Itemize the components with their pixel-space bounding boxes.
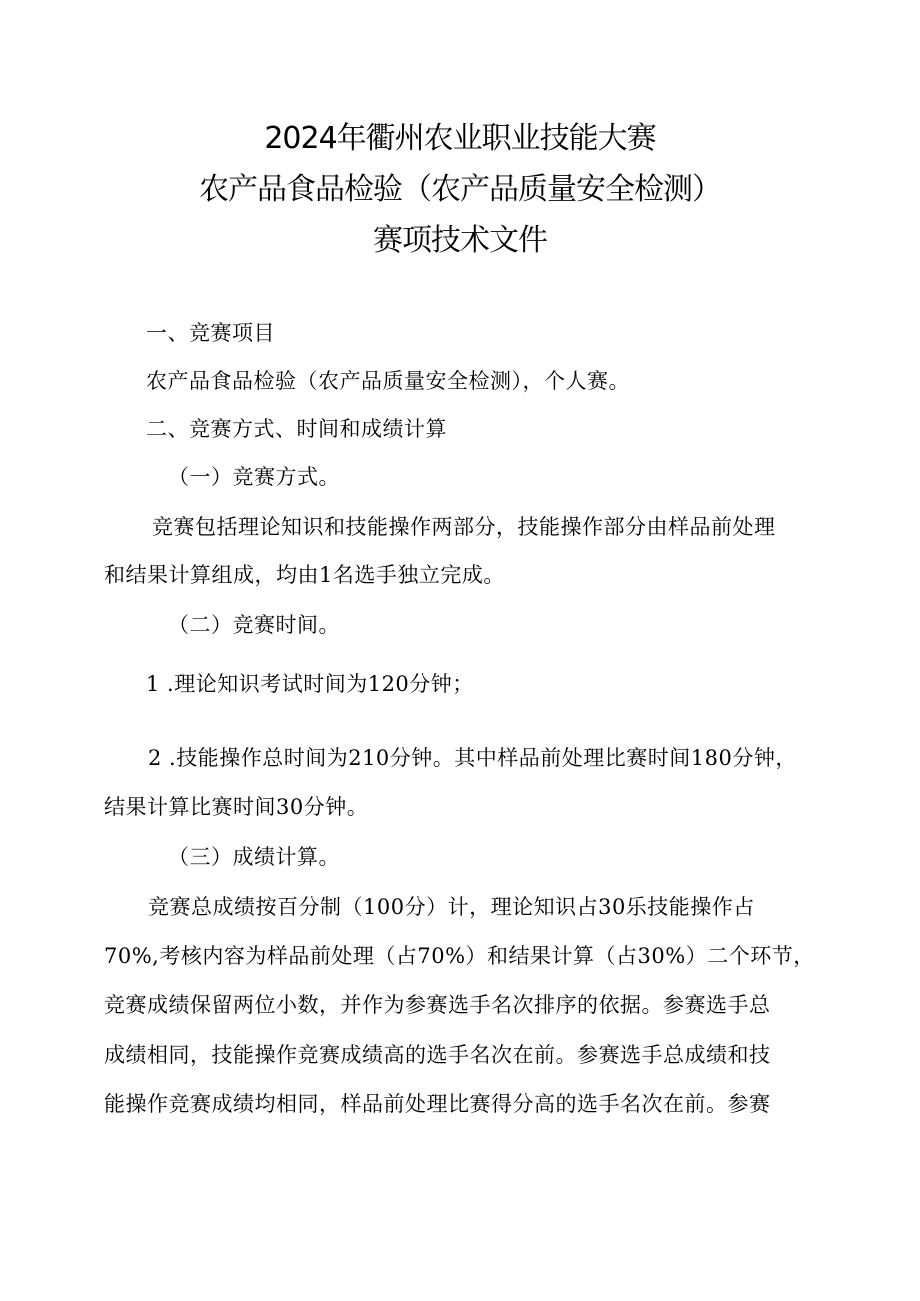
paragraph-line: 竞赛总成绩按百分制（100分）计，理论知识占30乐技能操作占 (148, 895, 755, 919)
paragraph-line: 和结果计算组成，均由1名选手独立完成。 (104, 563, 505, 587)
paragraph-line: 结果计算比赛时间30分钟。 (104, 795, 369, 819)
paragraph-line: 竞赛包括理论知识和技能操作两部分，技能操作部分由样品前处理 (152, 515, 776, 539)
list-item: 2 .技能操作总时间为210分钟。其中样品前处理比赛时间180分钟， (148, 746, 797, 770)
subsection-heading-1: （一）竞赛方式。 (168, 465, 340, 489)
subsection-heading-2: （二）竞赛时间。 (168, 613, 340, 637)
subsection-heading-3: （三）成绩计算。 (168, 845, 340, 869)
list-item: 1 .理论知识考试时间为120分钟； (146, 672, 474, 696)
section-heading-2: 二、竞赛方式、时间和成绩计算 (146, 417, 447, 441)
section-heading-1: 一、竞赛项目 (146, 321, 275, 345)
paragraph-line: 70%,考核内容为样品前处理（占70%）和结果计算（占30%）二个环节， (104, 944, 815, 968)
paragraph-line: 农产品食品检验（农产品质量安全检测），个人赛。 (146, 369, 630, 393)
paragraph-line: 能操作竞赛成绩均相同，样品前处理比赛得分高的选手名次在前。参赛 (104, 1092, 771, 1116)
document-title (0, 113, 920, 266)
paragraph-line: 成绩相同，技能操作竞赛成绩高的选手名次在前。参赛选手总成绩和技 (104, 1043, 771, 1067)
title-line-competition: 2024年衢州农业职业技能大赛 (264, 121, 656, 156)
paragraph-line: 竞赛成绩保留两位小数，并作为参赛选手名次排序的依据。参赛选手总 (104, 993, 771, 1017)
title-line-doc-type: 赛项技术文件 (373, 223, 547, 258)
title-line-event: 农产品食品检验（农产品质量安全检测） (199, 172, 721, 207)
